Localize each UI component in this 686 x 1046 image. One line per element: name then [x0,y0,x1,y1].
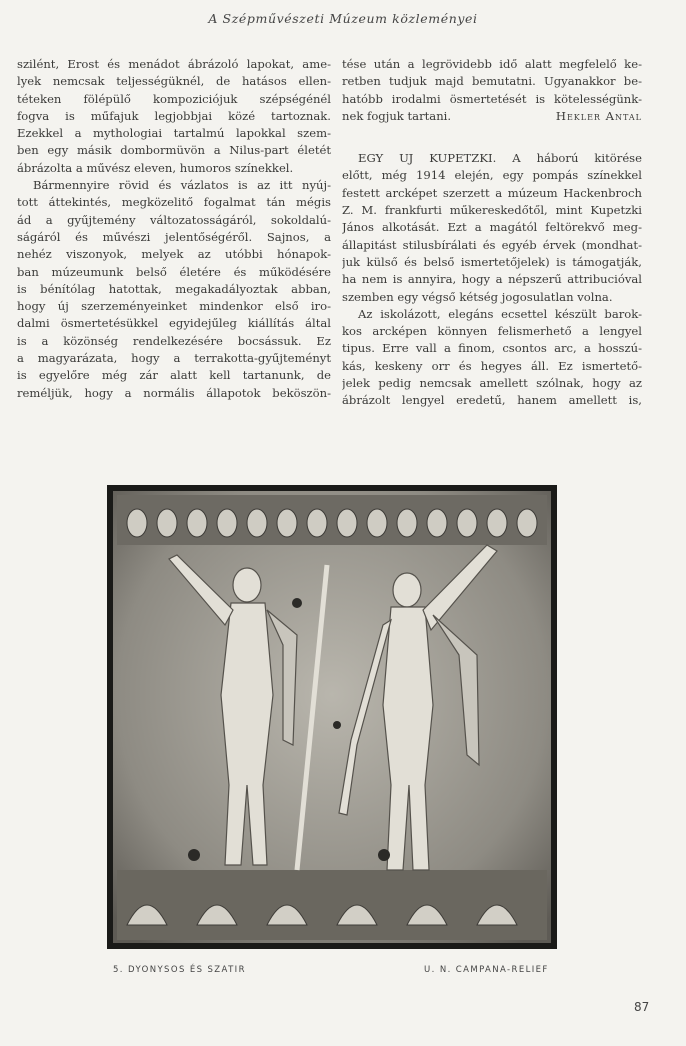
text-line: Az iskolázott, elegáns ecsettel készült barok- [358,306,642,321]
right-column [342,56,642,410]
text-line: fogva is műfajuk legjobbjai közé tartoznak. [17,108,331,123]
text-line: ha nem is annyira, hogy a népszerű attribucióval [342,272,642,287]
author-signature: Hekler Antal [555,108,642,123]
text-line: dalmi ösmertetésükkel egyidejűleg kiállítás által [17,316,331,331]
text-line: ád a gyűjtemény változatosságáról, sokoldalú- [17,212,331,227]
relief-image [107,485,557,949]
text-line: ábrázolt lengyel eredetű, hanem amellett is, [342,393,642,408]
text-line: hogy új szerzeményeinket mindenkor első iro- [17,299,331,314]
text-line: juk külső és belső ismertetőjelek) is támogatják, [342,254,642,269]
text-line: nehéz viszonyok, melyek az utóbbi hónapok- [17,247,331,262]
text-line: tipus. Erre vall a finom, csontos arc, a hosszú- [342,341,642,356]
text-line: is a közönség rendelkezésére bocsássuk. Ez [17,333,331,348]
text-line: hatóbb irodalmi ösmertetését is kötelességünk- [342,91,642,106]
text-line: is bénítólag hatottak, megakadályoztak abban, [17,281,331,296]
text-line: tott áttekintés, megközelitő fogalmat tán mégis [17,195,331,210]
text-line: szilént, Erost és menádot ábrázoló lapokat, ame- [17,57,331,71]
page-number: 87 [634,1000,650,1014]
text-line: EGY UJ KUPETZKI. A háború kitörése [358,151,642,166]
figure-caption-right: U. N. CAMPANA-RELIEF [424,965,549,975]
text-line: kos arcképen könnyen felismerhető a lengyel [342,324,642,339]
article-kupetzki [342,150,642,409]
text-line: Z. M. frankfurti műkereskedőtől, mint Kupetzki [342,203,642,218]
running-header: A Szépművészeti Múzeum közleményei [208,11,478,26]
text-line: Ezekkel a mythologiai tartalmú lapokkal szem- [17,126,331,141]
text-line: reméljük, hogy a normális állapotok beköszön- [17,385,331,400]
text-line-with-signature [342,108,642,125]
text-line: tése után a legrövidebb idő alatt megfelelő ke- [342,57,642,71]
text-line: is egyelőre még zár alatt kell tartanunk, de [17,368,331,383]
text-line: Bármennyire rövid és vázlatos is az itt nyúj- [33,178,331,193]
text-line: jelek pedig nemcsak amellett szólnak, hogy az [342,376,642,391]
text-line: ben egy másik dombormüvön a Nilus-part életét [17,143,331,158]
left-column [17,56,331,402]
text-line: előtt, még 1914 elején, egy pompás színekkel [342,168,642,183]
text-line: ban múzeumunk belső életére és működésére [17,264,331,279]
text-line: a magyarázata, hogy a terrakotta-gyűjteményt [17,351,331,366]
text-line: állapitást stilusbírálati és egyéb érvek (mondhat- [342,237,642,252]
text-line: János alkotását. Ezt a magától feltörekvő meg- [342,220,642,235]
text-line: lyek nemcsak teljességüknél, de hatásos ellen- [17,74,331,89]
figure-caption-left: 5. DYONYSOS ÉS SZATIR [113,965,246,975]
text-line: festett arcképet szerzett a múzeum Hackenbroch [342,185,642,200]
text-line: ábrázolta a művész eleven, humoros színekkel. [17,160,294,175]
text-line: retben tudjuk majd bemutatni. Ugyanakkor be- [342,74,642,89]
text-line: nek fogjuk tartani. [342,108,452,123]
text-line: kás, keskeny orr és hegyes áll. Ez ismertető- [342,358,642,373]
spacer [342,125,642,150]
relief-photograph [107,485,557,949]
text-line: téteken fölépülő kompoziciójuk szépségénél [17,91,331,106]
text-line: ságáról és művészi jelentőségéről. Sajnos, a [17,229,331,244]
text-line: szemben egy végső kétség jogosulatlan volna. [342,289,613,304]
